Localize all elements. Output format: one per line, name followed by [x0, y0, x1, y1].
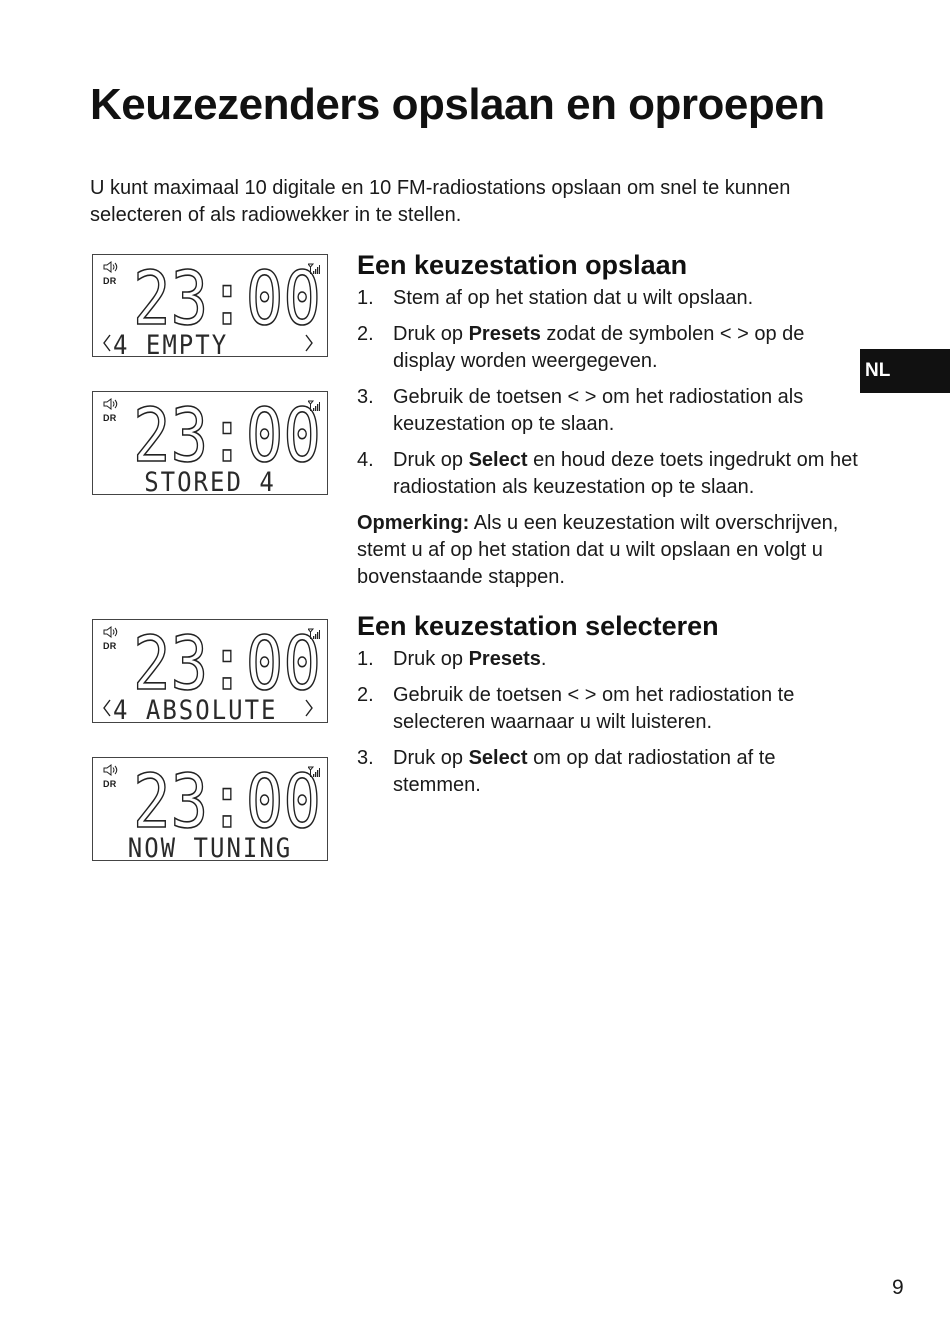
display-text: 4 ABSOLUTE — [113, 694, 278, 726]
list-item — [357, 682, 867, 736]
note-text: Als u een keuzestation wilt overschrijven, stemt u af op het station dat u wilt opslaan en volgt u bovenstaande stappen. — [357, 512, 839, 588]
time-digits — [133, 264, 323, 328]
time-value: 23:00 — [133, 401, 321, 465]
step-number: 3. — [357, 747, 374, 769]
step-text: . — [540, 648, 547, 670]
dr-label: DR — [103, 413, 117, 423]
step-text: Gebruik de toetsen < > om het radiostation te selecteren waarnaar u wilt luisteren. — [393, 684, 795, 733]
list-item — [357, 384, 867, 438]
section-select-preset — [357, 611, 867, 808]
chevron-right-icon — [305, 334, 313, 357]
intro-paragraph: U kunt maximaal 10 digitale en 10 FM-radiostations opslaan om snel te kunnen selecteren of als radiowekker in te stellen. — [90, 177, 791, 226]
list-item — [357, 646, 867, 673]
time-digits — [133, 767, 323, 831]
lcd-display — [92, 757, 328, 864]
step-number: 4. — [357, 449, 374, 471]
section-heading: Een keuzestation selecteren — [357, 611, 719, 641]
step-number: 2. — [357, 323, 374, 345]
lcd-display — [92, 619, 328, 726]
time-value: 23:00 — [133, 264, 321, 328]
dr-label: DR — [103, 779, 117, 789]
display-text: NOW TUNING — [127, 832, 293, 864]
time-value: 23:00 — [133, 767, 321, 831]
steps-list — [357, 646, 867, 799]
note-label: Opmerking: — [357, 512, 470, 534]
display-text: STORED 4 — [144, 466, 276, 498]
dr-label: DR — [103, 641, 117, 651]
note-paragraph — [357, 510, 867, 591]
step-text: Stem af op het station dat u wilt opslaan. — [393, 287, 754, 309]
step-number: 1. — [357, 287, 374, 309]
time-digits — [133, 629, 323, 693]
page-number: 9 — [892, 1276, 904, 1299]
steps-list — [357, 285, 867, 501]
chevron-right-icon — [305, 699, 313, 722]
step-text: en houd deze toets ingedrukt om het radiostation als keuzestation op te slaan. — [393, 449, 858, 498]
step-text: om op dat radiostation af te stemmen. — [393, 747, 776, 796]
step-number: 2. — [357, 684, 374, 706]
step-key: Select — [468, 449, 528, 471]
list-item — [357, 447, 867, 501]
lcd-display — [92, 254, 328, 361]
dr-label: DR — [103, 276, 117, 286]
section-heading: Een keuzestation opslaan — [357, 250, 688, 280]
step-number: 3. — [357, 386, 374, 408]
step-text: Druk op — [393, 323, 469, 345]
language-tab: NL — [860, 349, 950, 393]
list-item — [357, 745, 867, 799]
time-value: 23:00 — [133, 629, 321, 693]
step-key: Presets — [468, 648, 541, 670]
step-text: zodat de symbolen < > op de display worden weergegeven. — [393, 323, 805, 372]
step-key: Presets — [468, 323, 541, 345]
lcd-display — [92, 391, 328, 498]
section-store-preset — [357, 250, 867, 591]
step-text: Druk op — [393, 449, 469, 471]
time-digits — [133, 401, 323, 465]
display-text: 4 EMPTY — [113, 329, 229, 361]
list-item — [357, 285, 867, 312]
step-text: Druk op — [393, 648, 469, 670]
step-number: 1. — [357, 648, 374, 670]
step-text: Gebruik de toetsen < > om het radiostation als keuzestation op te slaan. — [393, 386, 804, 435]
step-key: Select — [468, 747, 528, 769]
list-item — [357, 321, 867, 375]
page-title: Keuzezenders opslaan en oproepen — [90, 80, 825, 129]
step-text: Druk op — [393, 747, 469, 769]
